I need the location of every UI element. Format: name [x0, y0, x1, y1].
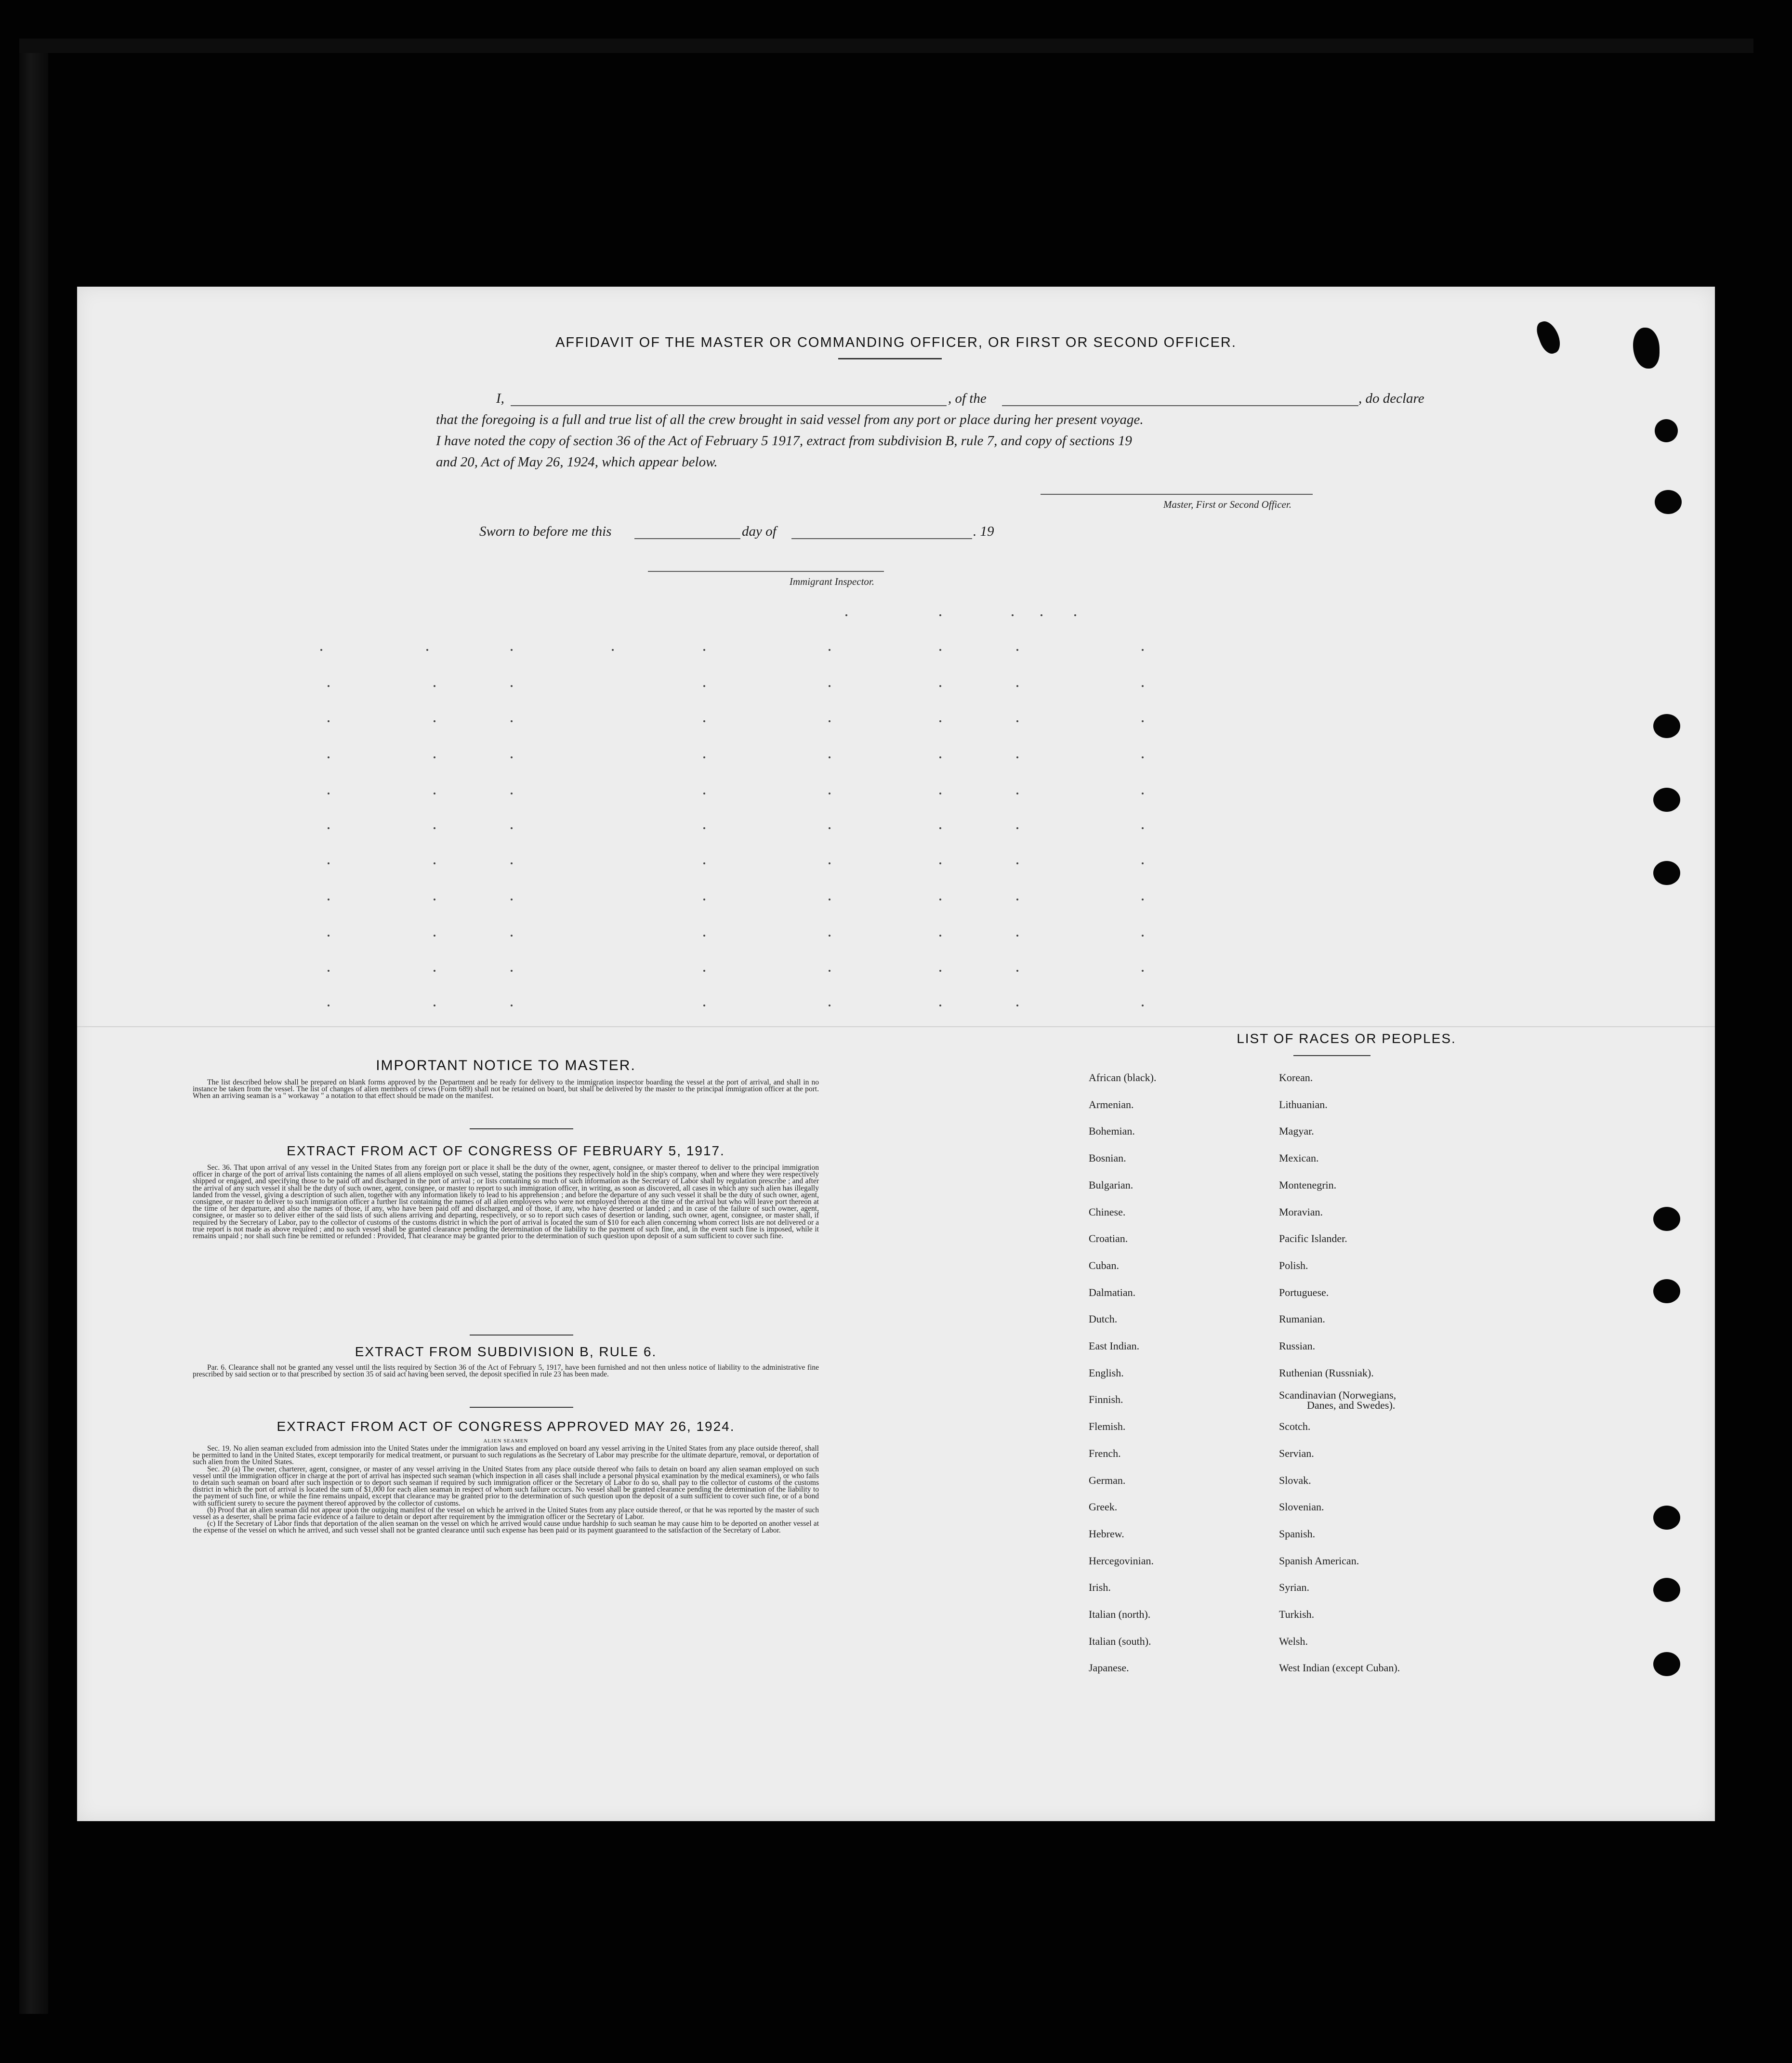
- race-item: Spanish American.: [1279, 1554, 1359, 1567]
- punch-hole: [1653, 1207, 1680, 1231]
- day-of-label: day of: [742, 524, 777, 539]
- race-item: Ruthenian (Russniak).: [1279, 1366, 1374, 1379]
- race-item: Italian (south).: [1089, 1635, 1151, 1647]
- race-item: Montenegrin.: [1279, 1178, 1337, 1191]
- race-item: Armenian.: [1089, 1098, 1134, 1111]
- race-item: Hercegovinian.: [1089, 1554, 1154, 1567]
- races-title-rule: [1293, 1055, 1370, 1056]
- notice-paragraph: The list described below shall be prepared on blank forms approved by the Department and be ready for delivery to the immigration inspector boarding the vessel at the port of arrival, and shall in no instance be taken from the vessel. The list of changes of alien members of crews (Form 689) shall not be retained on board, but shall be delivered by the master to the principal immigration officer at the port. When an arriving seaman is a " workaway " a notation to that effect should be made on the manifest.: [193, 1078, 819, 1100]
- section-20b-paragraph: (b) Proof that an alien seaman did not appear upon the outgoing manifest of the vessel on which he arrived in the United States from any place outside thereof, or that he was reported by the master of such vessel as a deserter, shall be prima facie evidence of a failure to detain or deport after requirement by the immigration officer or the Secretary of Labor.: [193, 1506, 819, 1521]
- section-19-paragraph: Sec. 19. No alien seaman excluded from admission into the United States under the immigration laws and employed on board any vessel arriving in the United States from any place outside thereof, shall be permitted to land in the United States, except temporarily for medical treatment, or pursuant to such regulations as the Secretary of Labor may prescribe for the ultimate departure, removal, or deportation of such alien from the United States.: [193, 1444, 819, 1467]
- sworn-prefix: Sworn to before me this: [479, 524, 612, 539]
- race-item: Pacific Islander.: [1279, 1232, 1347, 1245]
- race-item: Bosnian.: [1089, 1152, 1126, 1164]
- punch-hole: [1653, 1506, 1680, 1530]
- alien-seamen-subtitle: ALIEN SEAMEN: [483, 1438, 528, 1444]
- race-item: Slovenian.: [1279, 1501, 1324, 1513]
- punch-hole: [1655, 490, 1682, 514]
- punch-hole: [1653, 1279, 1680, 1303]
- race-item: Cuban.: [1089, 1259, 1119, 1271]
- race-item: French.: [1089, 1447, 1121, 1459]
- race-item: Flemish.: [1089, 1420, 1126, 1433]
- bleed-through-dot-grid: [77, 287, 1715, 1058]
- race-item: Mexican.: [1279, 1152, 1319, 1164]
- race-item: Turkish.: [1279, 1608, 1315, 1620]
- extract-rule6-title: EXTRACT FROM SUBDIVISION B, RULE 6.: [355, 1344, 657, 1359]
- race-item: Korean.: [1279, 1071, 1313, 1084]
- race-item: Welsh.: [1279, 1635, 1308, 1647]
- race-item: East Indian.: [1089, 1340, 1140, 1352]
- film-edge-left: [19, 39, 48, 2014]
- race-item: Slovak.: [1279, 1474, 1311, 1486]
- race-item: Dutch.: [1089, 1313, 1118, 1325]
- race-item: Scotch.: [1279, 1420, 1311, 1433]
- race-item: Dalmatian.: [1089, 1286, 1136, 1298]
- races-column-2: [1279, 1072, 1481, 1689]
- race-item: West Indian (except Cuban).: [1279, 1662, 1400, 1674]
- race-item: Hebrew.: [1089, 1527, 1124, 1540]
- manifest-sheet: [77, 287, 1715, 1821]
- sworn-year-label: . 19: [973, 524, 994, 539]
- race-item: Scandinavian (Norwegians,: [1279, 1389, 1397, 1401]
- punch-hole: [1653, 1652, 1680, 1676]
- race-item: English.: [1089, 1366, 1124, 1379]
- race-item: Finnish.: [1089, 1393, 1123, 1406]
- race-item: Italian (north).: [1089, 1608, 1151, 1620]
- section-20a-paragraph: Sec. 20 (a) The owner, charterer, agent, consignee, or master of any vessel arriving in the United States from any place outside thereof who fails to detain on board any alien seaman employed on such vessel until the immigration officer in charge at the port of arrival has inspected such seaman (which inspection in all cases shall include a personal physical examination by the medical examiners), or who fails to detain such seaman on board after such inspection or to deport such seaman if required by such immigration officer or the Secretary of Labor to do so, shall pay to the collector of customs of the customs district in which the port of arrival is located the sum of $1,000 for each alien seaman in respect of whom such failure occurs. No vessel shall be granted clearance pending the determination of the liability to the payment of such fine, or while the fine remains unpaid, except that clearance may be granted prior to the determination of such question upon the deposit of a sum sufficient to cover such fine, or of a bond with sufficient surety to secure the payment thereof approved by the collector of customs.: [193, 1465, 819, 1508]
- race-item: Irish.: [1089, 1581, 1111, 1594]
- race-item: Greek.: [1089, 1501, 1118, 1513]
- race-item: Syrian.: [1279, 1581, 1309, 1594]
- race-item: Lithuanian.: [1279, 1098, 1328, 1111]
- film-edge-top: [19, 39, 1753, 53]
- race-item: Polish.: [1279, 1259, 1308, 1271]
- extract-1924-title: EXTRACT FROM ACT OF CONGRESS APPROVED MAY 26, 1924.: [277, 1419, 735, 1434]
- punch-hole: [1655, 419, 1678, 442]
- race-item: Chinese.: [1089, 1205, 1126, 1218]
- extract-1917-body: [193, 1164, 819, 1240]
- punch-hole: [1653, 1578, 1680, 1602]
- race-item: Spanish.: [1279, 1527, 1316, 1540]
- race-item-continuation: Danes, and Swedes).: [1307, 1399, 1396, 1411]
- declarant-prefix: I,: [496, 391, 504, 406]
- race-item: Portuguese.: [1279, 1286, 1329, 1298]
- notice-rule: [470, 1128, 573, 1129]
- master-signature-label: Master, First or Second Officer.: [1163, 499, 1291, 510]
- race-item: Rumanian.: [1279, 1313, 1325, 1325]
- extract-1924-body: [193, 1445, 819, 1534]
- race-item: Servian.: [1279, 1447, 1314, 1459]
- race-item: Bulgarian.: [1089, 1178, 1133, 1191]
- races-title: LIST OF RACES OR PEOPLES.: [1237, 1031, 1456, 1046]
- section-20c-paragraph: (c) If the Secretary of Labor finds that deportation of the alien seaman on the vessel on which he arrived would cause undue hardship to such seaman he may cause him to be deported on another vessel at the expense of the vessel on which he arrived, and such vessel shall not be granted clearance until such expense has been paid or its payment guaranteed to the satisfaction of the Secretary of Labor.: [193, 1520, 819, 1535]
- race-item: Japanese.: [1089, 1662, 1129, 1674]
- punch-hole: [1653, 788, 1680, 812]
- declaration-line-4: and 20, Act of May 26, 1924, which appear below.: [436, 454, 718, 470]
- race-item: German.: [1089, 1474, 1126, 1486]
- punch-hole: [1653, 714, 1680, 738]
- extract-rule6-body: [193, 1364, 819, 1378]
- races-column-1: [1089, 1072, 1272, 1689]
- extract-1917-title: EXTRACT FROM ACT OF CONGRESS OF FEBRUARY 5, 1917.: [287, 1143, 725, 1158]
- declaration-line-3: I have noted the copy of section 36 of the Act of February 5 1917, extract from subdivision B, rule 7, and copy of sections 19: [436, 433, 1132, 449]
- race-item: Bohemian.: [1089, 1125, 1135, 1137]
- declaration-line-2: that the foregoing is a full and true list of all the crew brought in said vessel from any port or place during her present voyage.: [436, 412, 1144, 427]
- extract-rule6-rule: [470, 1407, 573, 1408]
- race-item: Croatian.: [1089, 1232, 1128, 1245]
- race-item: Moravian.: [1279, 1205, 1323, 1218]
- do-declare-label: , do declare: [1358, 391, 1424, 406]
- race-item: Magyar.: [1279, 1125, 1314, 1137]
- race-item: African (black).: [1089, 1071, 1157, 1084]
- extract-1917-rule: [470, 1335, 573, 1336]
- notice-body: [193, 1079, 819, 1100]
- inspector-signature-label: Immigrant Inspector.: [789, 576, 874, 587]
- race-item: Russian.: [1279, 1340, 1316, 1352]
- notice-title: IMPORTANT NOTICE TO MASTER.: [376, 1058, 636, 1073]
- affidavit-title: AFFIDAVIT OF THE MASTER OR COMMANDING OFFICER, OR FIRST OR SECOND OFFICER.: [555, 335, 1237, 350]
- rule6-paragraph: Par. 6. Clearance shall not be granted any vessel until the lists required by Section 36 of the Act of February 5, 1917, have been furnished and not then unless notice of liability to the administrative fine prescribed by said section or to that prescribed by section 35 of said act having been served, the deposit specified in rule 23 has been made.: [193, 1363, 819, 1379]
- of-the-label: , of the: [948, 391, 987, 406]
- section-36-paragraph: Sec. 36. That upon arrival of any vessel in the United States from any foreign port or place it shall be the duty of the owner, agent, consignee, or master thereof to deliver to the principal immigration officer in charge of the port of arrival lists containing the names of all aliens employed on such vessel, stating the positions they respectively hold in the ship's company, when and where they were respectively shipped or engaged, and specifying those to be paid off and discharged in the port of arrival ; or lists containing so much of such information as the Secretary of Labor shall by regulation prescribe ; and after the arrival of any such vessel it shall be the duty of such owner, agent, consignee, or master to report to such immigration officer, in writing, as soon as discovered, all cases in which any such alien has illegally landed from the vessel, giving a description of such alien, together with any information likely to lead to his apprehension ; and before the departure of any such vessel it shall be the duty of such owner, agent, consignee, or master to deliver to such immigration officer a further list containing the names of all alien employees who were not employed thereon at the time of the arrival but who will leave port thereon at the time of her departure, and also the names of those, if any, who have been paid off and discharged, and of those, if any, who have deserted or landed ; and in case of the failure of such owner, agent, consignee, or master so to deliver either of the said lists of such aliens arriving and departing, respectively, or so to report such cases of desertion or landing, such owner, agent, consignee, or master shall, if required by the Secretary of Labor, pay to the collector of customs of the customs district in which the port of arrival is located the sum of $10 for each alien concerning whom correct lists are not delivered or a true report is not made as above required ; and no such vessel shall be granted clearance pending the determination of the liability to the payment of such fine, and, in the event such fine is imposed, while it remains unpaid ; nor shall such fine be remitted or refunded : Provided, That clearance may be granted prior to the determination of such question upon deposit of a sum sufficient to cover such fine.: [193, 1164, 819, 1241]
- punch-hole: [1653, 861, 1680, 885]
